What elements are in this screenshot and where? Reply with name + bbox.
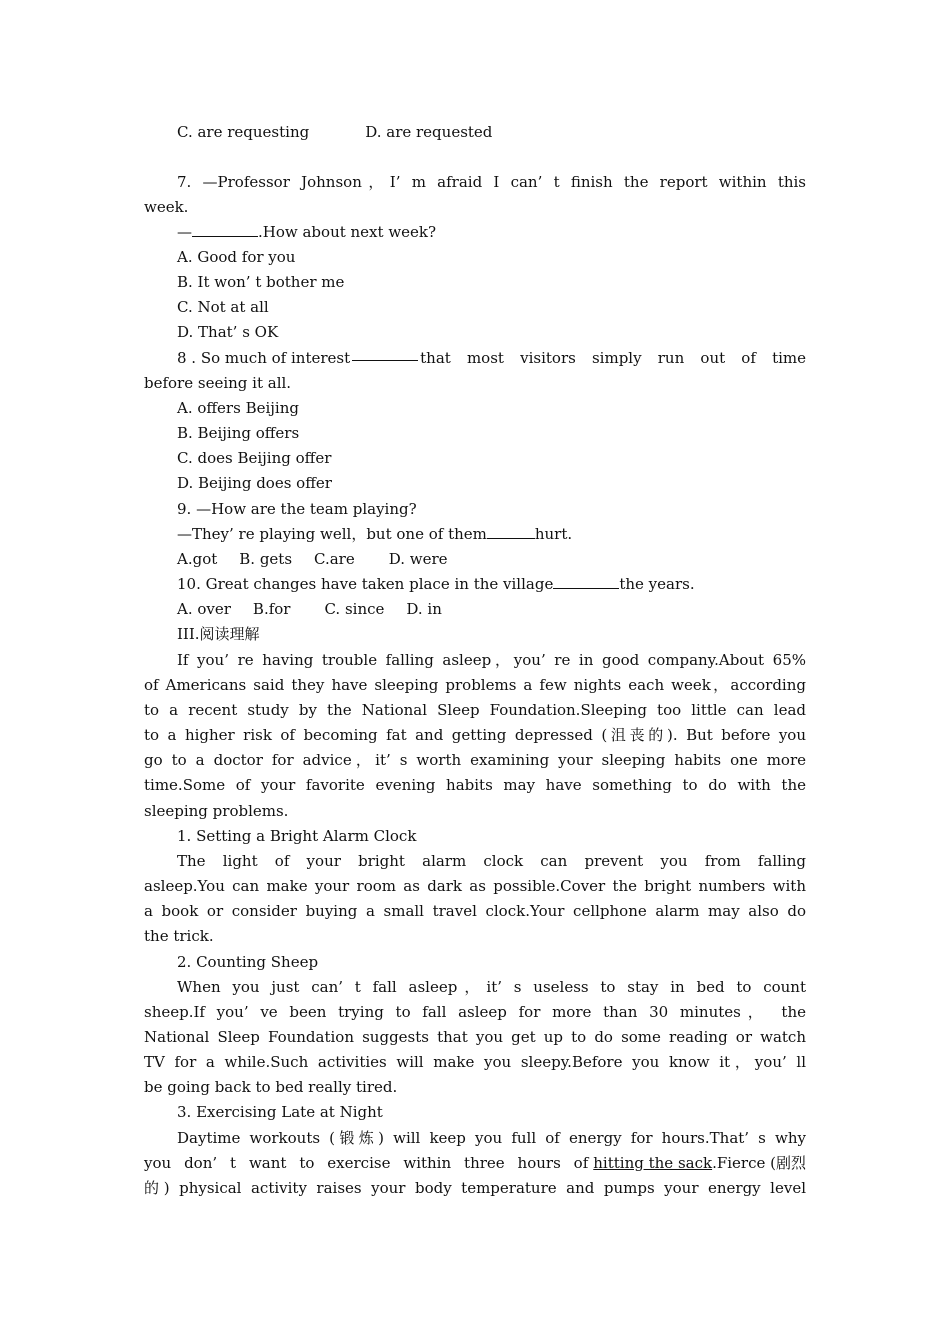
q7-reply-suffix: .How about next week? <box>258 223 437 241</box>
q7-option-c: C. Not at all <box>177 298 269 316</box>
q9-stem: 9. —How are the team playing? <box>177 500 417 518</box>
q8-answer-blank <box>352 346 418 361</box>
q10-option-c: C. since <box>324 600 385 618</box>
q7-reply-prefix: — <box>177 223 192 241</box>
q10-option-b: B.for <box>252 600 291 618</box>
q9-answer-blank <box>487 524 535 539</box>
q8-stem-part-b: that most visitors simply run out of time <box>420 349 806 367</box>
q9-option-d: D. were <box>388 550 448 568</box>
idiom-hitting-the-sack: hitting the sack <box>593 1154 713 1172</box>
q10-answer-blank <box>553 574 619 589</box>
passage-p2-line: be going back to bed really tired. <box>144 1078 398 1096</box>
passage-p2-line: sheep.If you’ ve been trying to fall asleep for more than 30 minutes， the <box>144 1003 806 1021</box>
passage-intro-line: of Americans said they have sleeping problems a few nights each week，according <box>144 676 806 694</box>
passage-intro-line: to a higher risk of becoming fat and getting depressed (沮丧的). But before you <box>144 726 806 744</box>
q9-reply-part-b: hurt. <box>534 525 573 543</box>
q9-options <box>177 547 806 572</box>
passage-p2-line: TV for a while.Such activities will make you sleepy.Before you know it，you’ ll <box>144 1053 806 1071</box>
passage-p1-line: The light of your bright alarm clock can prevent you from falling <box>177 852 806 870</box>
q8-stem-line-1 <box>177 346 806 371</box>
q9-reply <box>177 522 806 547</box>
q7-reply <box>177 220 806 245</box>
q6-option-d: D. are requested <box>365 123 493 141</box>
passage-p3-line: Daytime workouts (锻炼) will keep you full of energy for hours.That’ s why <box>177 1129 806 1147</box>
q8-option-b: B. Beijing offers <box>177 424 300 442</box>
q9-option-b: B. gets <box>239 550 293 568</box>
passage-heading-1: 1. Setting a Bright Alarm Clock <box>177 827 417 845</box>
q9-option-c: C.are <box>314 550 355 568</box>
passage-p2-line: National Sleep Foundation suggests that you get up to do some reading or watch <box>144 1028 806 1046</box>
q8-stem-line-2: before seeing it all. <box>144 374 292 392</box>
q7-option-d: D. That’ s OK <box>177 323 279 341</box>
q10-stem-part-a: 10. Great changes have taken place in the village <box>177 575 554 593</box>
q7-stem-line-2: week. <box>144 198 189 216</box>
passage-intro-line: sleeping problems. <box>144 802 289 820</box>
section-heading: III.阅读理解 <box>177 625 260 643</box>
q10-option-d: D. in <box>406 600 442 618</box>
passage-p3-line <box>144 1151 806 1176</box>
passage-p1-line: asleep.You can make your room as dark as possible.Cover the bright numbers with <box>144 877 806 895</box>
q8-stem-part-a: 8 . So much of interest <box>177 349 351 367</box>
passage-intro-line: to a recent study by the National Sleep Foundation.Sleeping too little can lead <box>144 701 806 719</box>
q6-options <box>177 120 806 145</box>
passage-intro-line: If you’ re having trouble falling asleep，you’ re in good company.About 65% <box>177 651 806 669</box>
q10-stem-part-b: the years. <box>619 575 695 593</box>
q10-option-a: A. over <box>177 600 231 618</box>
passage-p3-part-b: .Fierce (剧烈 <box>712 1154 806 1172</box>
passage-p3-line: 的) physical activity raises your body temperature and pumps your energy level <box>144 1179 806 1197</box>
q6-option-c: C. are requesting <box>177 123 310 141</box>
q10-stem <box>177 572 806 597</box>
q8-option-a: A. offers Beijing <box>177 399 299 417</box>
q8-option-d: D. Beijing does offer <box>177 474 332 492</box>
q7-option-b: B. It won’ t bother me <box>177 273 345 291</box>
passage-p3-part-a: you don’ t want to exercise within three hours of <box>144 1154 589 1172</box>
passage-intro-line: go to a doctor for advice，it’ s worth examining your sleeping habits one more <box>144 751 806 769</box>
passage-intro-line: time.Some of your favorite evening habits may have something to do with the <box>144 776 806 794</box>
passage-p1-line: a book or consider buying a small travel clock.Your cellphone alarm may also do <box>144 902 806 920</box>
q9-option-a: A.got <box>177 550 218 568</box>
passage-heading-3: 3. Exercising Late at Night <box>177 1103 383 1121</box>
q7-stem-line-1: 7. —Professor Johnson，I’ m afraid I can’ t finish the report within this <box>177 173 806 191</box>
q9-reply-part-a: —They’ re playing well，but one of them <box>177 525 487 543</box>
q7-option-a: A. Good for you <box>177 248 296 266</box>
passage-p1-line: the trick. <box>144 927 214 945</box>
passage-p2-line: When you just can’ t fall asleep，it’ s useless to stay in bed to count <box>177 978 806 996</box>
q7-answer-blank <box>192 222 258 237</box>
passage-heading-2: 2. Counting Sheep <box>177 953 319 971</box>
q8-option-c: C. does Beijing offer <box>177 449 332 467</box>
q10-options <box>177 597 806 622</box>
